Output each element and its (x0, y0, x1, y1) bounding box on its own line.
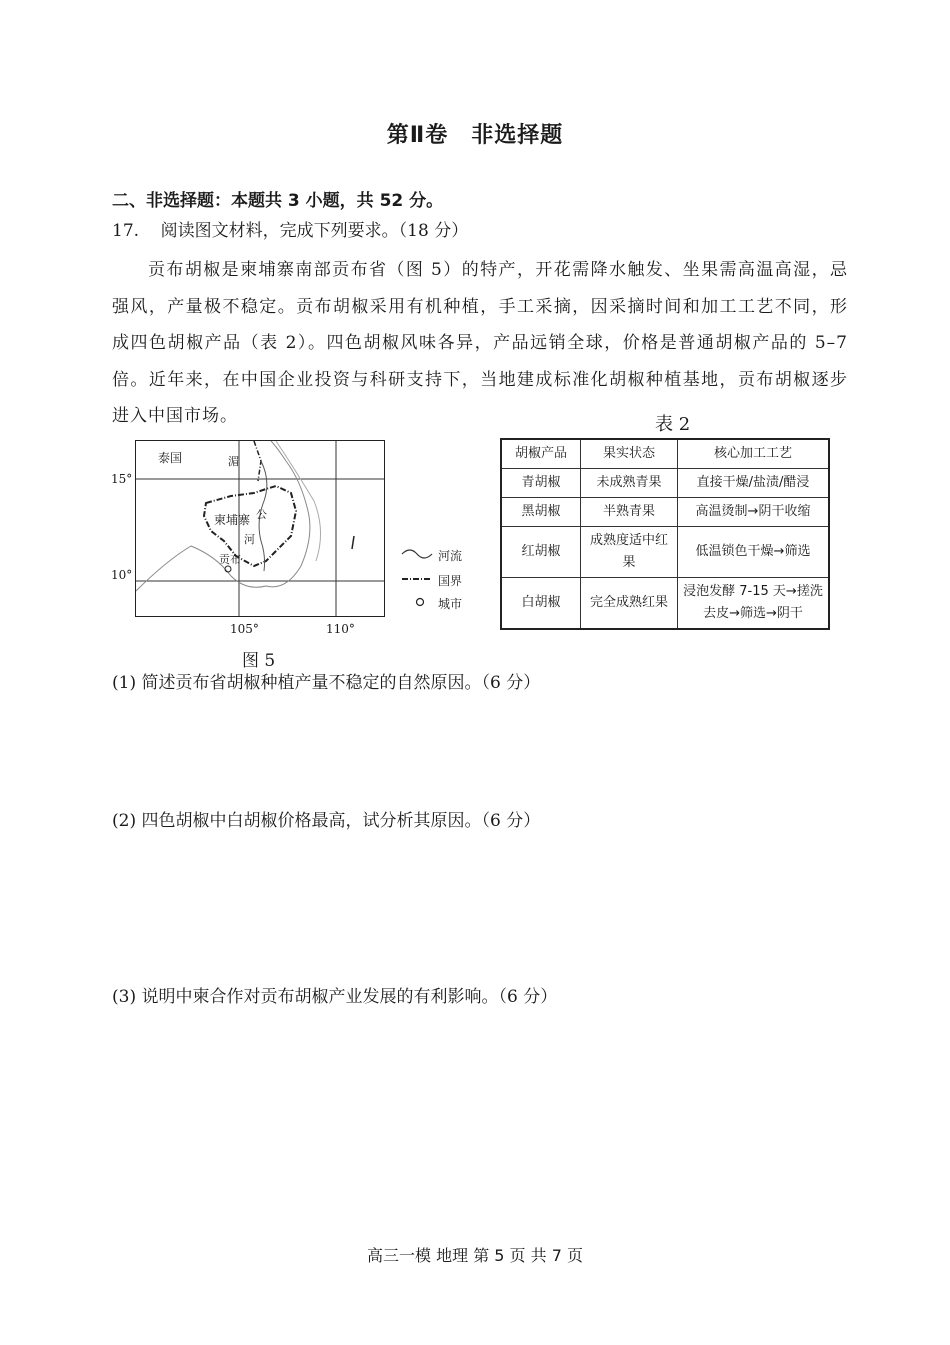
table-caption: 表 2 (655, 414, 691, 435)
cell-fruit-state: 未成熟青果 (581, 469, 678, 498)
table-row (501, 578, 829, 630)
lat-label-10: 10° (111, 568, 133, 582)
cell-fruit-state: 完全成熟红果 (581, 578, 678, 630)
map-legend (400, 544, 480, 614)
cell-process: 直接干燥/盐渍/醋浸 (678, 469, 830, 498)
label-cambodia: 柬埔寨 (214, 513, 251, 527)
cell-product: 黑胡椒 (501, 498, 581, 527)
header-process: 核心加工工艺 (678, 439, 830, 469)
header-fruit-state: 果实状态 (581, 439, 678, 469)
table-row (501, 498, 829, 527)
cell-product: 红胡椒 (501, 527, 581, 578)
cell-product: 青胡椒 (501, 469, 581, 498)
table-2 (500, 438, 830, 630)
page-footer: 高三一模 地理 第 5 页 共 7 页 (367, 1246, 583, 1265)
label-laos: 湄 (228, 455, 239, 468)
legend-border-label: 国界 (438, 574, 463, 588)
question-number: 17. (112, 221, 140, 241)
figure-caption: 图 5 (242, 651, 276, 671)
question-line (112, 216, 468, 241)
legend-city-label: 城市 (438, 597, 463, 611)
cell-process: 浸泡发酵 7-15 天→搓洗去皮→筛选→阴干 (678, 578, 830, 630)
city-icon (417, 599, 424, 606)
cell-fruit-state: 半熟青果 (581, 498, 678, 527)
laos-border (254, 441, 261, 481)
cell-fruit-state: 成熟度适中红果 (581, 527, 678, 578)
label-kampot: 贡布 (219, 553, 241, 566)
label-gong: 公 (256, 508, 267, 521)
label-he: 河 (244, 533, 255, 546)
lat-label-15: 15° (111, 472, 133, 486)
legend-river-label: 河流 (438, 549, 463, 563)
legend-icons (400, 544, 436, 614)
page-title: 第Ⅱ卷 非选择题 (386, 123, 564, 148)
question-prompt: 阅读图文材料，完成下列要求。（18 分） (160, 221, 469, 241)
lon-label-110: 110° (326, 622, 355, 636)
map-figure-5 (135, 440, 385, 617)
map-drawing (136, 441, 385, 617)
table-row (501, 527, 829, 578)
cell-process: 低温锁色干燥→筛选 (678, 527, 830, 578)
island-mark (352, 536, 354, 549)
subquestion-3: (3) 说明中柬合作对贡布胡椒产业发展的有利影响。（6 分） (112, 987, 558, 1007)
lon-label-105: 105° (230, 622, 259, 636)
label-thailand: 泰国 (158, 451, 183, 465)
section-heading: 二、非选择题：本题共 3 小题，共 52 分。 (112, 191, 444, 211)
material-paragraph: 贡布胡椒是柬埔寨南部贡布省（图 5）的特产，开花需降水触发、坐果需高温高湿，忌强风，产量极不稳定。贡布胡椒采用有机种植，手工采摘，因采摘时间和加工工艺不同，形成四色胡椒产品（表 2）。四色胡椒风味各异，产品远销全球，价格是普通胡椒产品的 5–7 倍。近年来，在中国企业投资与科研支持下，当地建成标准化胡椒种植基地，贡布胡椒逐步进入中国市场。 (112, 260, 848, 426)
header-product: 胡椒产品 (501, 439, 581, 469)
table-header-row (501, 439, 829, 469)
cell-product: 白胡椒 (501, 578, 581, 630)
cell-process: 高温烫制→阴干收缩 (678, 498, 830, 527)
subquestion-2: (2) 四色胡椒中白胡椒价格最高，试分析其原因。（6 分） (112, 811, 541, 831)
river-icon (402, 550, 432, 558)
table-row (501, 469, 829, 498)
subquestion-1: (1) 简述贡布省胡椒种植产量不稳定的自然原因。（6 分） (112, 673, 541, 693)
